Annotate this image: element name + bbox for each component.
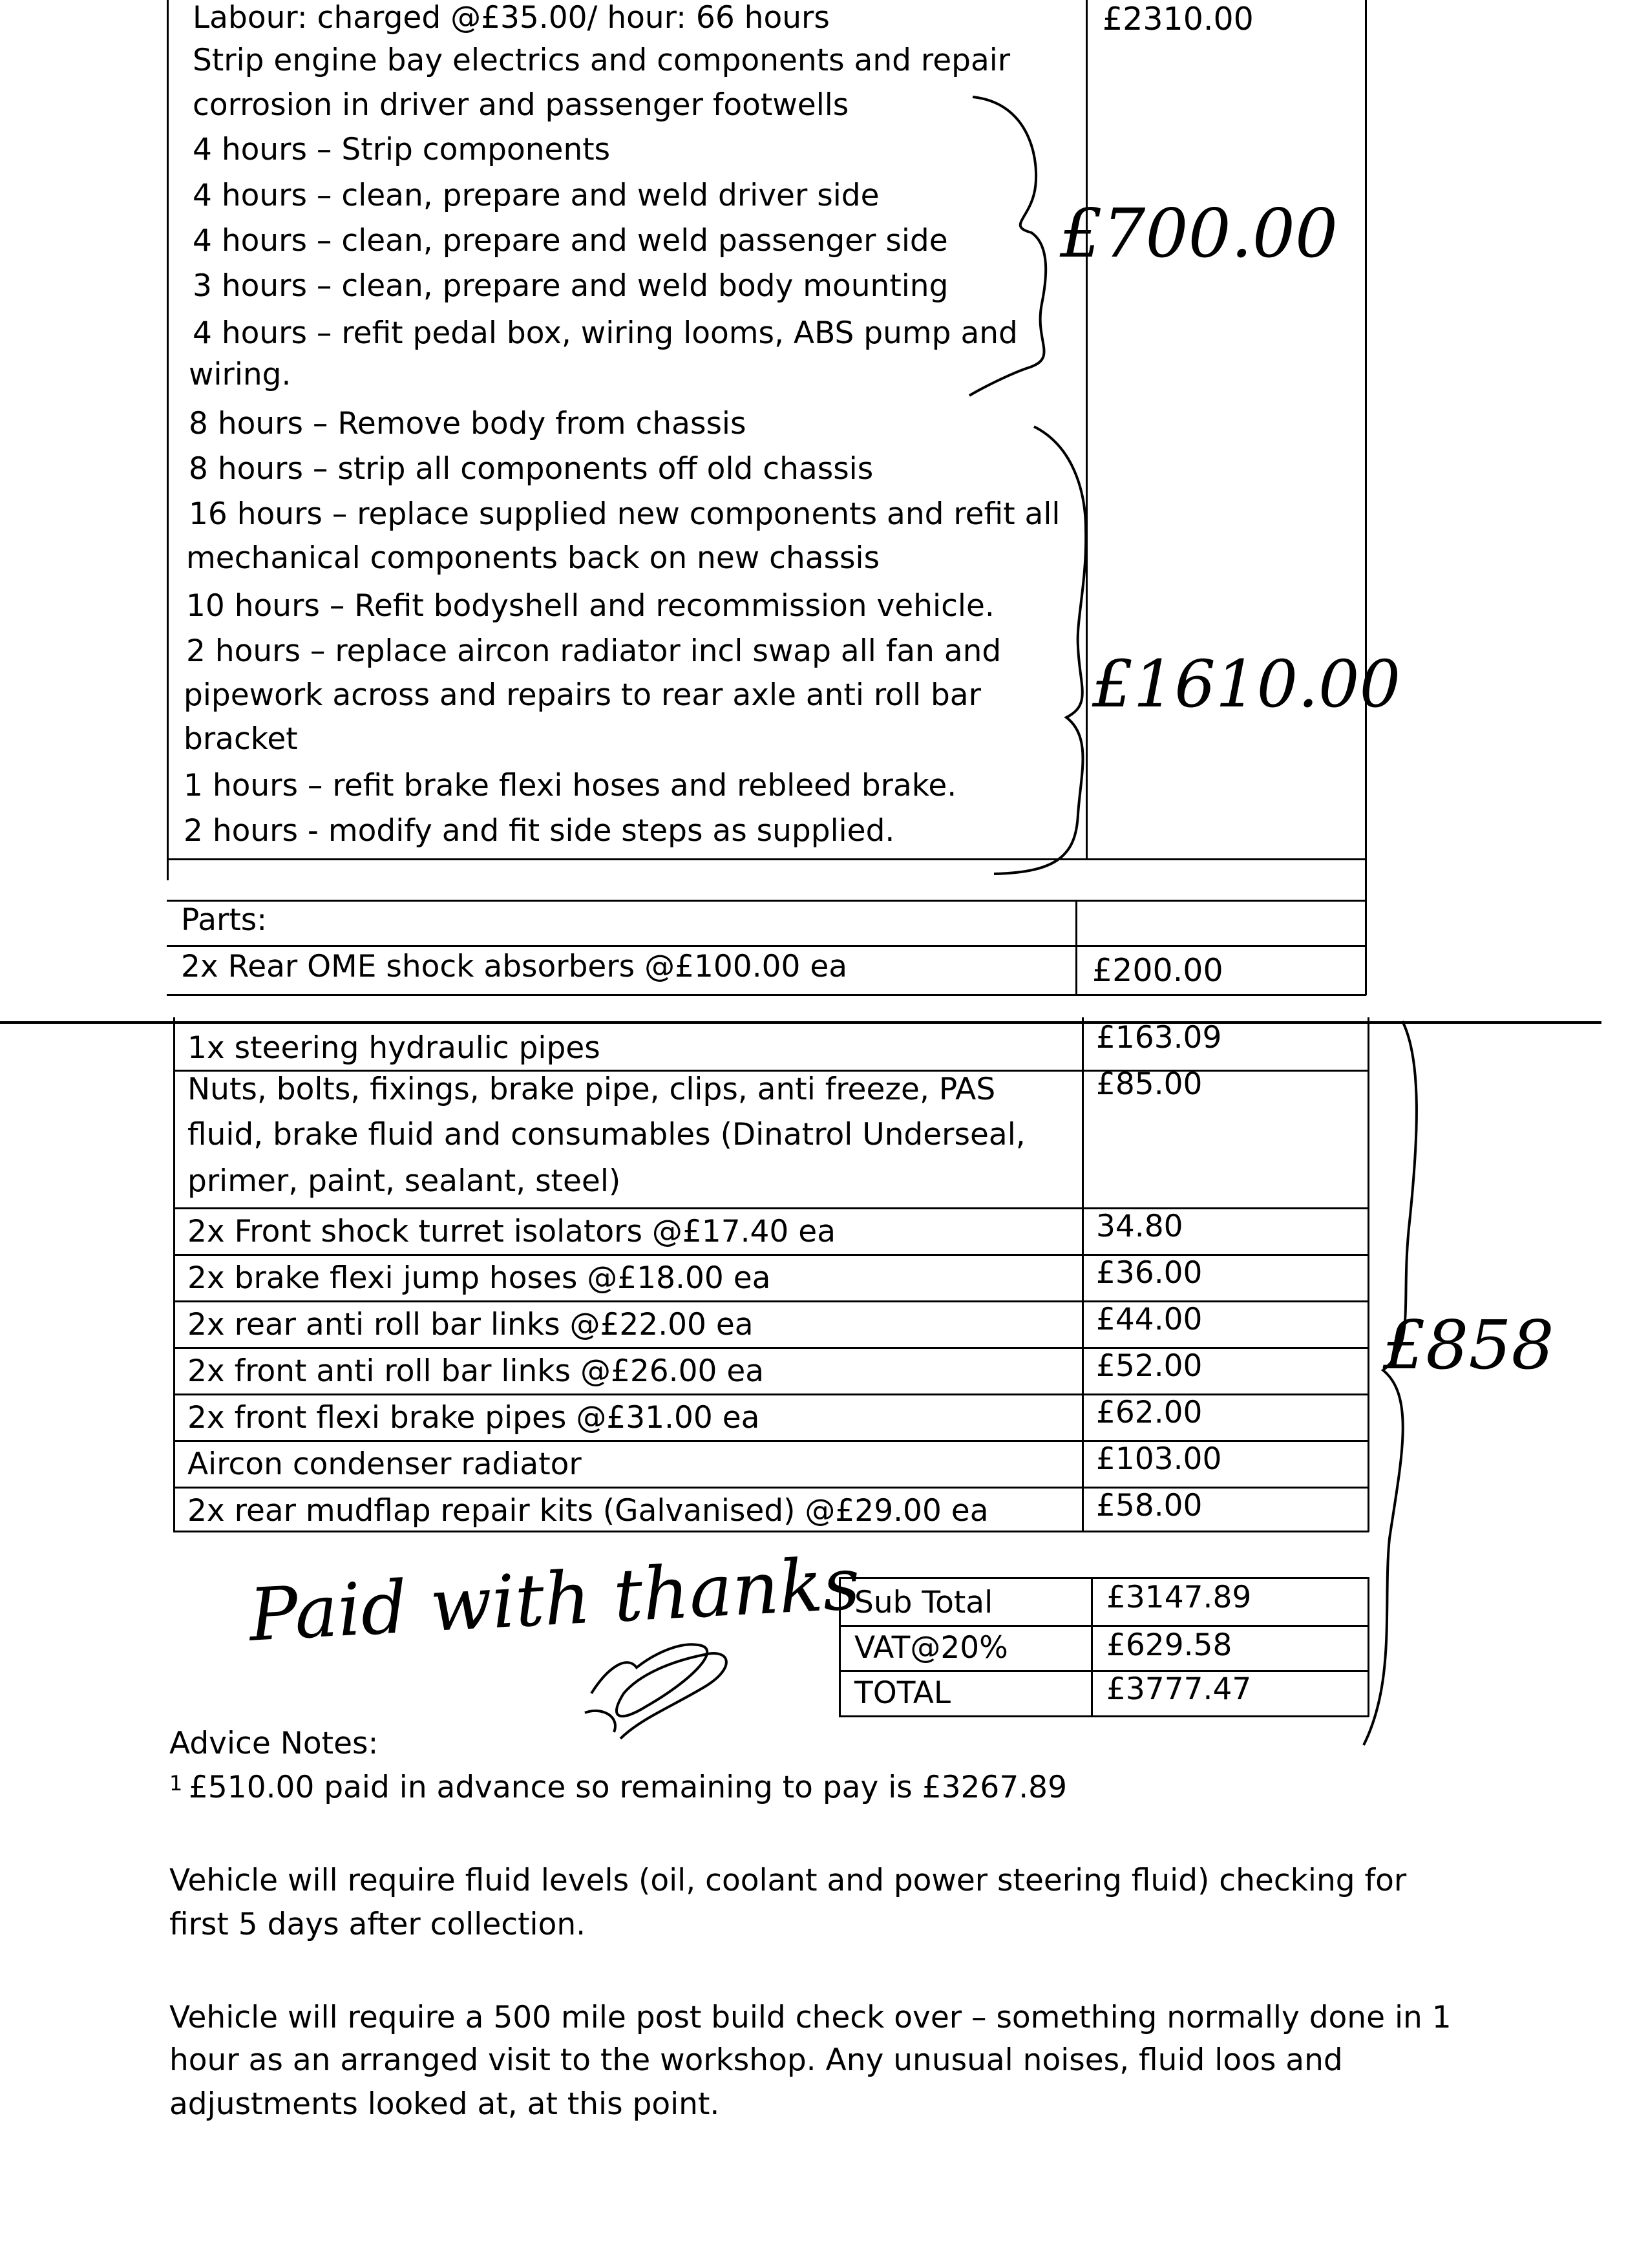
labour-header: Labour: charged @£35.00/ hour: 66 hours [193, 0, 830, 36]
labour-line: 2 hours – replace aircon radiator incl swap all fan and [186, 633, 1002, 669]
table-row-amount: £85.00 [1096, 1066, 1203, 1102]
labour-line: 4 hours – clean, prepare and weld passenger side [193, 223, 948, 259]
labour-line: 8 hours – strip all components off old chassis [189, 451, 874, 487]
advice-paragraph-line: hour as an arranged visit to the workshop. Any unusual noises, fluid loos and [169, 2042, 1343, 2078]
table-row-description: 2x brake flexi jump hoses @£18.00 ea [187, 1260, 771, 1296]
table-row-description: 1x steering hydraulic pipes [187, 1030, 600, 1066]
table-row-amount: £44.00 [1096, 1302, 1203, 1337]
table-row-description: 2x Front shock turret isolators @£17.40 ea [187, 1214, 836, 1249]
footnote-marker: 1 [169, 1771, 183, 1796]
labour-line: corrosion in driver and passenger footwells [193, 87, 849, 123]
vat-label: VAT@20% [854, 1630, 1008, 1666]
labour-line: 4 hours – refit pedal box, wiring looms, ABS pump and [193, 315, 1018, 351]
total-label: TOTAL [854, 1675, 951, 1711]
labour-line: 4 hours – Strip components [193, 132, 611, 167]
table-row-amount: £163.09 [1096, 1020, 1222, 1055]
handwritten-labour-subtotal-2: £1610.00 [1092, 646, 1401, 722]
labour-line: 1 hours – refit brake flexi hoses and rebleed brake. [184, 768, 957, 803]
table-row-amount: £103.00 [1096, 1441, 1222, 1477]
subtotal-value: £3147.89 [1106, 1580, 1252, 1615]
table-row-description: Nuts, bolts, fixings, brake pipe, clips, anti freeze, PAS [187, 1072, 996, 1107]
labour-line: 3 hours – clean, prepare and weld body mounting [193, 268, 949, 304]
table-row-description: Aircon condenser radiator [187, 1447, 582, 1482]
subtotal-label: Sub Total [854, 1585, 993, 1620]
advice-paragraph-line: Vehicle will require a 500 mile post build check over – something normally done in 1 [169, 2000, 1452, 2035]
table-row-amount: £58.00 [1096, 1488, 1203, 1523]
labour-line: 4 hours – clean, prepare and weld driver side [193, 178, 880, 213]
handwritten-parts-subtotal: £858 [1383, 1306, 1554, 1384]
labour-line: pipework across and repairs to rear axle anti roll bar [184, 677, 981, 713]
labour-line: 2 hours - modify and fit side steps as supplied. [184, 813, 895, 849]
table-row-amount: £36.00 [1096, 1255, 1203, 1291]
table-row-description: primer, paint, sealant, steel) [187, 1163, 621, 1199]
labour-line: 8 hours – Remove body from chassis [189, 406, 746, 441]
labour-line: 10 hours – Refit bodyshell and recommission vehicle. [186, 588, 995, 624]
table-row-description: 2x front flexi brake pipes @£31.00 ea [187, 1400, 760, 1436]
labour-amount: £2310.00 [1103, 1, 1254, 37]
parts-first-amount: £200.00 [1092, 952, 1223, 989]
vat-value: £629.58 [1106, 1627, 1232, 1663]
table-row-amount: £62.00 [1096, 1395, 1203, 1430]
labour-line: mechanical components back on new chassis [186, 540, 880, 576]
labour-line: wiring. [189, 357, 291, 392]
advice-paragraph-line: first 5 days after collection. [169, 1907, 586, 1942]
parts-first-description: 2x Rear OME shock absorbers @£100.00 ea [181, 949, 848, 984]
table-row-description: 2x front anti roll bar links @£26.00 ea [187, 1353, 765, 1389]
total-value: £3777.47 [1106, 1671, 1252, 1707]
advice-paragraph-line: Vehicle will require fluid levels (oil, coolant and power steering fluid) checking for [169, 1863, 1407, 1898]
advice-heading: Advice Notes: [169, 1726, 379, 1761]
labour-line: bracket [184, 721, 298, 757]
table-row-description: 2x rear mudflap repair kits (Galvanised) @£29.00 ea [187, 1493, 989, 1529]
table-row-description: 2x rear anti roll bar links @£22.00 ea [187, 1307, 754, 1342]
table-row-description: fluid, brake fluid and consumables (Dinatrol Underseal, [187, 1117, 1026, 1152]
handwritten-paid-note: Paid with thanks [247, 1542, 862, 1658]
handwritten-labour-subtotal-1: £700.00 [1060, 194, 1338, 273]
parts-label: Parts: [181, 902, 268, 938]
labour-line: 16 hours – replace supplied new components and refit all [189, 496, 1061, 532]
labour-line: Strip engine bay electrics and components and repair [193, 43, 1011, 78]
advice-footnote: £510.00 paid in advance so remaining to pay is £3267.89 [189, 1770, 1067, 1805]
table-row-amount: £52.00 [1096, 1348, 1203, 1384]
table-row-amount: 34.80 [1096, 1209, 1183, 1244]
advice-paragraph-line: adjustments looked at, at this point. [169, 2086, 720, 2122]
